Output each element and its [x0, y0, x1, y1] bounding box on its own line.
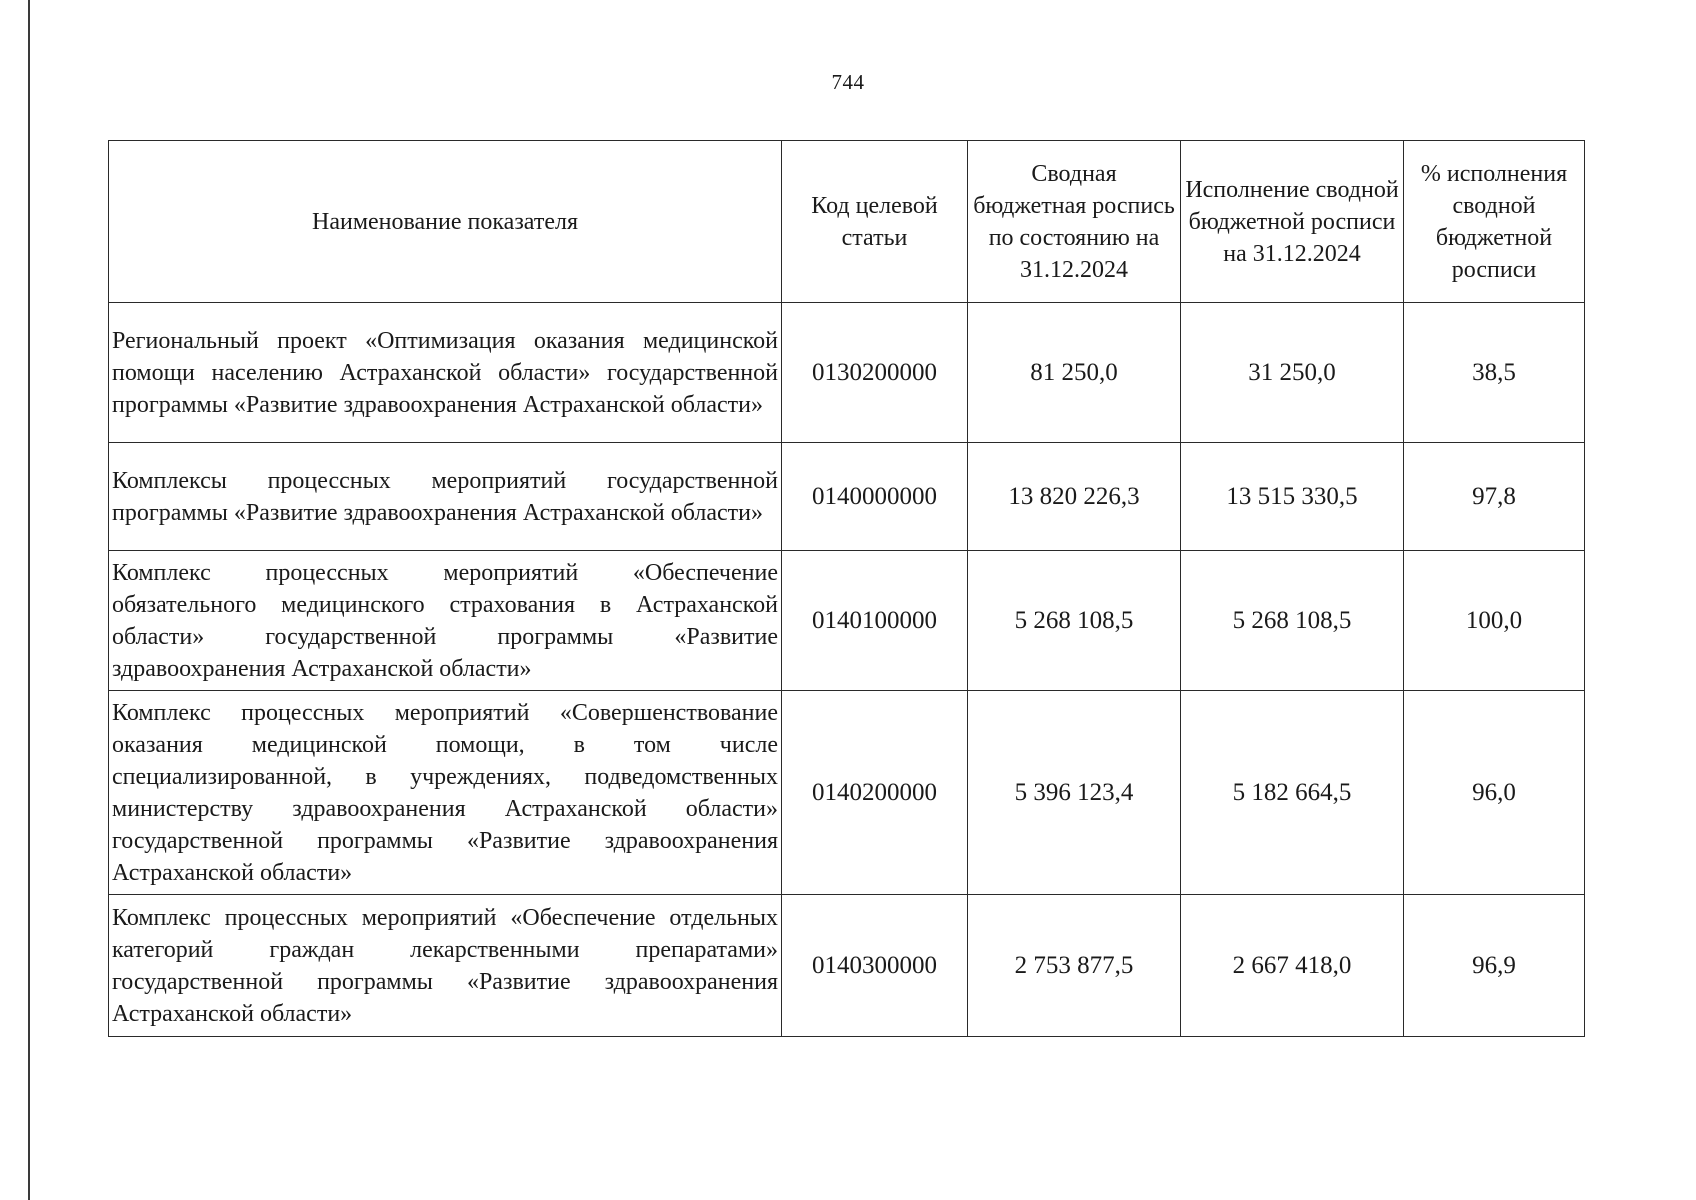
percent-cell: 38,5 — [1404, 303, 1585, 443]
target-code-cell: 0140300000 — [782, 895, 968, 1037]
table-row — [109, 895, 1585, 1037]
percent-cell: 96,0 — [1404, 691, 1585, 895]
percent-cell: 100,0 — [1404, 551, 1585, 691]
header-execution-percent: % исполнения сводной бюджетной росписи — [1404, 141, 1585, 303]
target-code-cell: 0130200000 — [782, 303, 968, 443]
budget-cell: 13 820 226,3 — [968, 443, 1181, 551]
target-code-cell: 0140100000 — [782, 551, 968, 691]
budget-cell: 5 396 123,4 — [968, 691, 1181, 895]
indicator-name-cell: Комплекс процессных мероприятий «Совершенствование оказания медицинской помощи, в том числе специализированной, в учреждениях, подведомственных министерству здравоохранения Астраханской области» государственной программы «Развитие здравоохранения Астраханской области» — [109, 691, 782, 895]
table-row — [109, 303, 1585, 443]
header-target-code: Код целевой статьи — [782, 141, 968, 303]
execution-cell: 5 268 108,5 — [1181, 551, 1404, 691]
header-indicator-name: Наименование показателя — [109, 141, 782, 303]
budget-cell: 2 753 877,5 — [968, 895, 1181, 1037]
budget-execution-table — [108, 140, 1585, 1037]
execution-cell: 13 515 330,5 — [1181, 443, 1404, 551]
table-row — [109, 691, 1585, 895]
execution-cell: 31 250,0 — [1181, 303, 1404, 443]
target-code-cell: 0140000000 — [782, 443, 968, 551]
page-number: 744 — [831, 70, 865, 94]
target-code-cell: 0140200000 — [782, 691, 968, 895]
percent-cell: 97,8 — [1404, 443, 1585, 551]
table-header-row — [109, 141, 1585, 303]
indicator-name-cell: Комплексы процессных мероприятий государственной программы «Развитие здравоохранения Астраханской области» — [109, 443, 782, 551]
budget-cell: 81 250,0 — [968, 303, 1181, 443]
budget-cell: 5 268 108,5 — [968, 551, 1181, 691]
scan-edge-line — [28, 0, 30, 1200]
header-budget-list: Сводная бюджетная роспись по состоянию на 31.12.2024 — [968, 141, 1181, 303]
execution-cell: 2 667 418,0 — [1181, 895, 1404, 1037]
table-row — [109, 551, 1585, 691]
table-row — [109, 443, 1585, 551]
execution-cell: 5 182 664,5 — [1181, 691, 1404, 895]
header-execution: Исполнение сводной бюджетной росписи на 31.12.2024 — [1181, 141, 1404, 303]
indicator-name-cell: Комплекс процессных мероприятий «Обеспечение обязательного медицинского страхования в Астраханской области» государственной программы «Развитие здравоохранения Астраханской области» — [109, 551, 782, 691]
indicator-name-cell: Комплекс процессных мероприятий «Обеспечение отдельных категорий граждан лекарственными препаратами» государственной программы «Развитие здравоохранения Астраханской области» — [109, 895, 782, 1037]
indicator-name-cell: Региональный проект «Оптимизация оказания медицинской помощи населению Астраханской области» государственной программы «Развитие здравоохранения Астраханской области» — [109, 303, 782, 443]
percent-cell: 96,9 — [1404, 895, 1585, 1037]
